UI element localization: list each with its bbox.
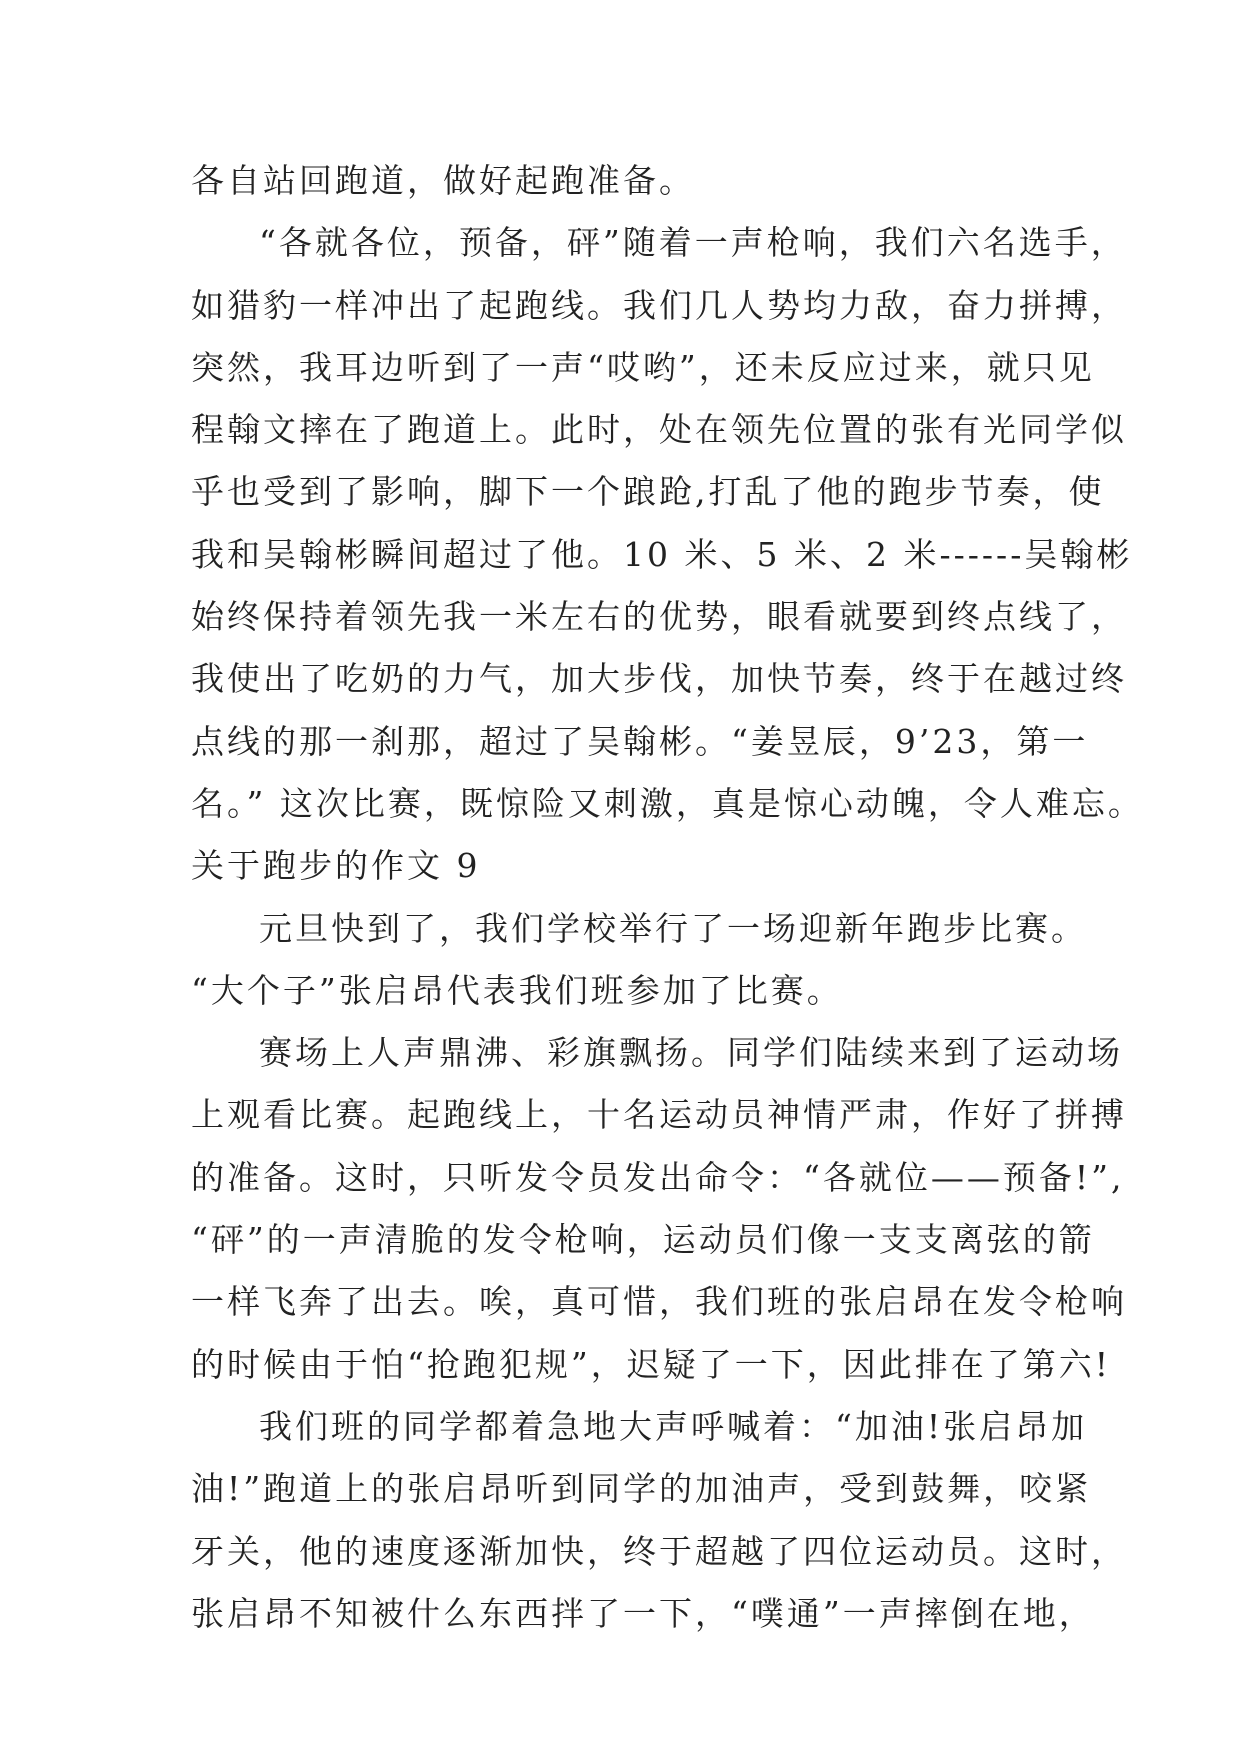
text-line: 我们班的同学都着急地大声呼喊着：“加油!张启昂加: [259, 1406, 1088, 1446]
text-line: 关于跑步的作文 9: [191, 846, 481, 886]
text-line: 油!”跑道上的张启昂听到同学的加油声，受到鼓舞，咬紧: [191, 1469, 1092, 1509]
text-line: 的时候由于怕“抢跑犯规”，迟疑了一下，因此排在了第六!: [191, 1344, 1112, 1384]
body-text: [191, 150, 1144, 1645]
text-line: 的准备。这时，只听发令员发出命令：“各就位——预备!”,: [191, 1157, 1125, 1197]
text-line: 始终保持着领先我一米左右的优势，眼看就要到终点线了，: [191, 597, 1127, 637]
text-line: 如猎豹一样冲出了起跑线。我们几人势均力敌，奋力拼搏，: [191, 285, 1127, 325]
text-line: 张启昂不知被什么东西拌了一下，“噗通”一声摔倒在地，: [191, 1593, 1095, 1633]
text-line: 程翰文摔在了跑道上。此时，处在领先位置的张有光同学似: [191, 410, 1127, 450]
text-line: 一样飞奔了出去。唉，真可惜，我们班的张启昂在发令枪响: [191, 1282, 1127, 1322]
text-line: 牙关，他的速度逐渐加快，终于超越了四位运动员。这时，: [191, 1531, 1127, 1571]
text-line: “大个子”张启昂代表我们班参加了比赛。: [191, 970, 843, 1010]
text-line: 突然，我耳边听到了一声“哎哟”，还未反应过来，就只见: [191, 347, 1095, 387]
text-line: 我使出了吃奶的力气，加大步伐，加快节奏，终于在越过终: [191, 659, 1127, 699]
text-line: 我和吴翰彬瞬间超过了他。10 米、5 米、2 米------吴翰彬: [191, 534, 1133, 574]
text-line: 点线的那一刹那，超过了吴翰彬。“姜昱辰，9’23，第一: [191, 721, 1089, 761]
text-line: 元旦快到了，我们学校举行了一场迎新年跑步比赛。: [259, 908, 1087, 948]
text-line: 赛场上人声鼎沸、彩旗飘扬。同学们陆续来到了运动场: [259, 1033, 1123, 1073]
text-line: “各就各位，预备，砰”随着一声枪响，我们六名选手，: [259, 223, 1127, 263]
text-line: 各自站回跑道，做好起跑准备。: [191, 161, 695, 200]
text-line: 乎也受到了影响，脚下一个踉跄,打乱了他的跑步节奏，使: [191, 472, 1105, 512]
text-line: “砰”的一声清脆的发令枪响，运动员们像一支支离弦的箭: [191, 1220, 1095, 1260]
text-line: 上观看比赛。起跑线上，十名运动员神情严肃，作好了拼搏: [191, 1095, 1127, 1135]
text-line: 名。” 这次比赛，既惊险又刺激，真是惊心动魄，令人难忘。: [191, 783, 1144, 823]
